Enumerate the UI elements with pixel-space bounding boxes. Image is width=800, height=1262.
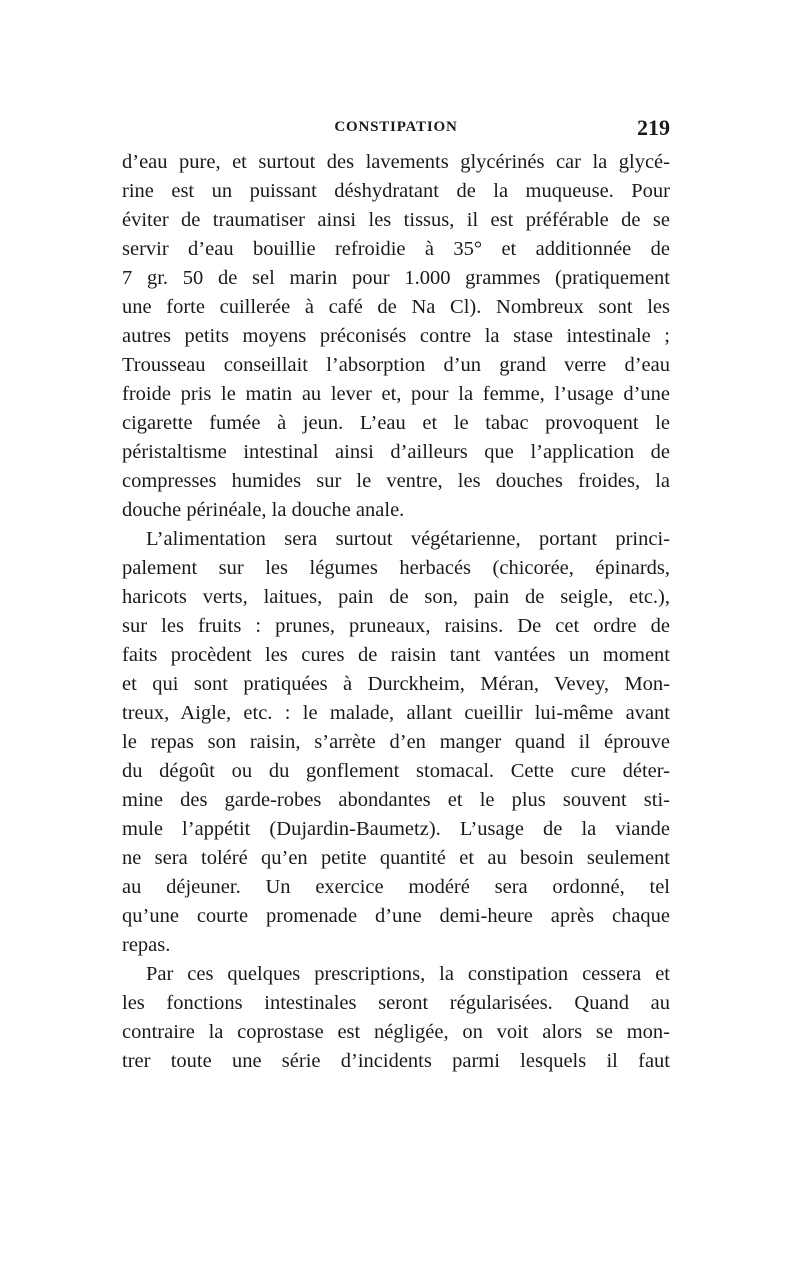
text-line: péristaltisme intestinal ainsi d’ailleurs que l’application de [122, 441, 670, 463]
text-line: servir d’eau bouillie refroidie à 35° et additionnée de [122, 238, 670, 260]
text-line: Trousseau conseillait l’absorption d’un grand verre d’eau [122, 354, 670, 376]
running-title: CONSTIPATION [334, 119, 458, 135]
text-line: sur les fruits : prunes, pruneaux, raisins. De cet ordre de [122, 615, 670, 637]
text-line: une forte cuillerée à café de Na Cl). Nombreux sont les [122, 296, 670, 318]
text-line: froide pris le matin au lever et, pour la femme, l’usage d’une [122, 383, 670, 405]
text-line: mule l’appétit (Dujardin-Baumetz). L’usage de la viande [122, 818, 670, 840]
text-line: L’alimentation sera surtout végétarienne, portant princi- [146, 528, 670, 550]
text-line: haricots verts, laitues, pain de son, pain de seigle, etc.), [122, 586, 670, 608]
text-line: palement sur les légumes herbacés (chicorée, épinards, [122, 557, 670, 579]
text-line: douche périnéale, la douche anale. [122, 499, 405, 521]
text-line: les fonctions intestinales seront régularisées. Quand au [122, 992, 670, 1014]
text-line: compresses humides sur le ventre, les douches froides, la [122, 470, 670, 492]
text-line: rine est un puissant déshydratant de la muqueuse. Pour [122, 180, 670, 202]
text-line: du dégoût ou du gonflement stomacal. Cette cure déter- [122, 760, 670, 782]
text-line: d’eau pure, et surtout des lavements glycérinés car la glycé- [122, 151, 670, 173]
text-line: et qui sont pratiquées à Durckheim, Méran, Vevey, Mon- [122, 673, 670, 695]
text-line: faits procèdent les cures de raisin tant vantées un moment [122, 644, 670, 666]
text-line: trer toute une série d’incidents parmi lesquels il faut [122, 1050, 670, 1072]
text-line: autres petits moyens préconisés contre la stase intestinale ; [122, 325, 670, 347]
text-line: ne sera toléré qu’en petite quantité et au besoin seulement [122, 847, 670, 869]
running-header [122, 116, 670, 140]
text-line: qu’une courte promenade d’une demi-heure après chaque [122, 905, 670, 927]
text-line: Par ces quelques prescriptions, la constipation cessera et [146, 963, 670, 985]
text-line: cigarette fumée à jeun. L’eau et le tabac provoquent le [122, 412, 670, 434]
text-line: contraire la coprostase est négligée, on voit alors se mon- [122, 1021, 670, 1043]
text-line: au déjeuner. Un exercice modéré sera ordonné, tel [122, 876, 670, 898]
text-line: repas. [122, 934, 171, 956]
text-line: mine des garde-robes abondantes et le plus souvent sti- [122, 789, 670, 811]
text-line: 7 gr. 50 de sel marin pour 1.000 grammes (pratiquement [122, 267, 670, 289]
page-number: 219 [637, 115, 670, 140]
text-line: le repas son raisin, s’arrète d’en manger quand il éprouve [122, 731, 670, 753]
text-line: treux, Aigle, etc. : le malade, allant cueillir lui-même avant [122, 702, 670, 724]
text-line: éviter de traumatiser ainsi les tissus, il est préférable de se [122, 209, 670, 231]
